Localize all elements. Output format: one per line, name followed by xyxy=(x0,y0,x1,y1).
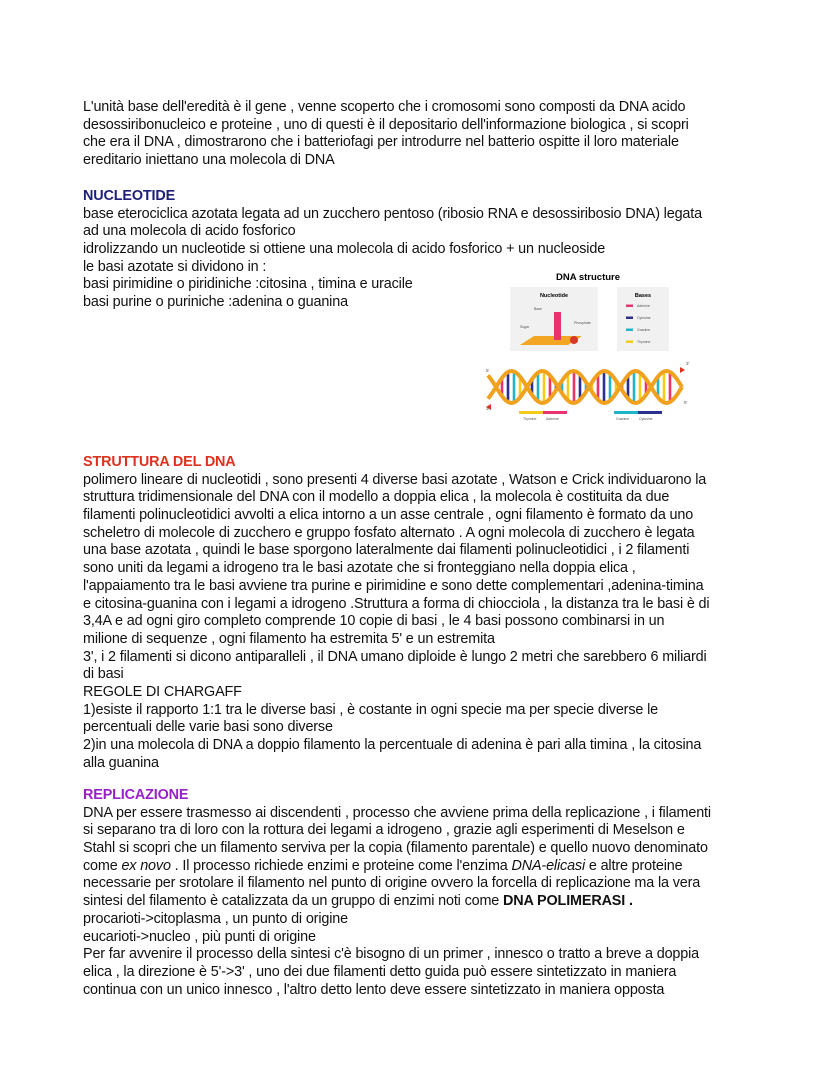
text-line: desossiribonucleico e proteine , uno di questi è il depositario dell'informazione biologica , si scopri xyxy=(83,116,689,133)
legend-guanine: Guanine xyxy=(616,417,630,421)
text-line: percentuali delle varie basi sono diverse xyxy=(83,719,333,736)
text-line: elica , la direzione è 5'->3' , uno dei due filamenti detto guida può essere sintetizzato in maniera xyxy=(83,963,677,980)
text-line: polimero lineare di nucleotidi , sono presenti 4 diverse basi azotate , Watson e Crick individuarono la xyxy=(83,471,707,488)
bases-label: Bases xyxy=(634,293,652,299)
nucleotide-heading: NUCLEOTIDE xyxy=(83,188,176,204)
text-line: le basi azotate si dividono in : xyxy=(83,258,267,275)
intro-paragraph xyxy=(83,99,689,170)
base-name: Thymine xyxy=(637,340,651,345)
text-line: base eterociclica azotata legata ad un zucchero pentoso (ribosio RNA e desossiribosio DNA) legata xyxy=(83,205,702,222)
text-line: Per far avvenire il processo della sintesi c'è bisogno di un primer , innesco o tratto a breve a doppia xyxy=(83,946,700,963)
base-swatch xyxy=(626,341,633,344)
text-line: necessarie per srotolare il filamento nel punto di origine ovvero la forcella di replicazione ma la vera xyxy=(83,875,701,892)
text-line: filamenti polinucleotidici avvolti a elica intorno a un asse centrale , ogni filamento è formato da uno xyxy=(83,507,694,524)
text-line: 3,4A e ad ogni giro completo comprende 10 copie di basi , le 4 basi possono combinarsi in un xyxy=(83,613,665,630)
arrow-icon xyxy=(680,367,685,373)
base-swatch xyxy=(626,329,633,332)
text-line: continua con un unico innesco , l'altro detto lento deve essere sintetizzato in maniera opposta xyxy=(83,981,665,998)
text-line: REGOLE DI CHARGAFF xyxy=(83,683,242,700)
text: . Il processo richiede enzimi e proteine come l'enzima xyxy=(170,857,512,874)
text-line: struttura tridimensionale del DNA con il modello a doppia elica , la molecola è costituita da due xyxy=(83,489,670,506)
text-line: scheletro di molecole di zucchero e gruppo fosfato alternato . A ogni molecola di zucchero è legata xyxy=(83,524,695,541)
bold-term: DNA POLIMERASI . xyxy=(503,893,633,910)
text-line: l'appaiamento tra le basi avviene tra purine e pirimidine e sono dette complementari ,adenina-timina xyxy=(83,577,704,594)
base-label: Base xyxy=(534,307,542,311)
text: sintesi del filamento è catalizzata da un gruppo di enzimi noti come xyxy=(83,893,504,910)
text-line: alla guanina xyxy=(83,754,159,771)
three-prime-left: 3' xyxy=(486,406,490,411)
text-line: 1)esiste il rapporto 1:1 tra le diverse basi , è costante in ogni specie ma per specie diverse le xyxy=(83,701,658,718)
three-prime-right: 3' xyxy=(686,361,690,366)
dna-structure-figure xyxy=(478,266,693,426)
text-line: idrolizzando un nucleotide si ottiene una molecola di acido fosforico + un nucleoside xyxy=(83,241,606,258)
figure-title: DNA structure xyxy=(555,272,621,283)
struttura-heading: STRUTTURA DEL DNA xyxy=(83,454,236,470)
base-swatch xyxy=(626,305,633,308)
base-swatch xyxy=(626,317,633,320)
text-line: basi pirimidine o piridiniche :citosina , timina e uracile xyxy=(83,276,413,293)
base-name: Adenine xyxy=(637,304,650,309)
italic-term: DNA-elicasi xyxy=(511,857,586,874)
text-line: di basi xyxy=(83,666,124,683)
replicazione-heading: REPLICAZIONE xyxy=(83,787,189,803)
sugar-label: Sugar xyxy=(520,325,530,329)
text-line: una base azotata , quindi le base sporgono lateralmente dai filamenti polinucleotidici , i 2 filamenti xyxy=(83,542,690,559)
text-line: 3', i 2 filamenti si dicono antiparalleli , il DNA umano diploide è lungo 2 metri che sarebbero 6 miliardi xyxy=(83,648,707,665)
text-line: procarioti->citoplasma , un punto di origine xyxy=(83,910,348,927)
text-line: L'unità base dell'eredità è il gene , venne scoperto che i cromosomi sono composti da DNA acido xyxy=(83,99,686,115)
replicazione-section xyxy=(83,787,711,999)
text-line: ereditario iniettano una molecola di DNA xyxy=(83,152,335,169)
five-prime-right: 5' xyxy=(684,400,688,405)
text-line: 2)in una molecola di DNA a doppio filamento la percentuale di adenina è pari alla timina , la citosina xyxy=(83,737,702,753)
text-line: sono uniti da legami a idrogeno tra le basi azotate che si fronteggiano nella doppia elica , xyxy=(83,560,636,577)
text-line: basi purine o puriniche :adenina o guanina xyxy=(83,294,348,311)
text-line: e citosina-guanina con i legami a idrogeno .Struttura a forma di chiocciola , la distanza tra le basi è di xyxy=(83,595,710,612)
helix-legend xyxy=(519,411,662,421)
five-prime-left: 5' xyxy=(486,368,490,373)
text-line: ad una molecola di acido fosforico xyxy=(83,223,296,240)
struttura-section xyxy=(83,454,709,772)
text-line: eucarioti->nucleo , più punti di origine xyxy=(83,928,316,945)
text-line: DNA per essere trasmesso ai discendenti , processo che avviene prima della replicazione , i filamenti xyxy=(83,804,711,821)
text-line xyxy=(83,858,711,876)
text-line: si separano tra di loro con la rottura dei legami a idrogeno , grazie agli esperimenti di Meselson e xyxy=(83,822,685,839)
double-helix xyxy=(486,367,685,410)
text-line: Stahl si scopri che un filamento serviva per la copia (filamento parentale) e quello nuovo denominato xyxy=(83,840,708,857)
text-line: milione di sequenze , ogni filamento ha estremita 5' e un estremita xyxy=(83,630,495,647)
nucleotide-label: Nucleotide xyxy=(539,293,569,299)
text-line xyxy=(83,893,711,911)
phosphate-label: Phosphate xyxy=(574,321,591,325)
italic-term: ex novo xyxy=(121,857,171,874)
legend-cytosine: Cytosine xyxy=(639,417,653,421)
legend-thymine: Thymine xyxy=(523,417,537,421)
base-name: Cytosine xyxy=(637,316,651,321)
legend-adenine: Adenine xyxy=(546,417,559,421)
base-name: Guanine xyxy=(637,328,651,333)
text: e altre proteine xyxy=(585,857,683,874)
text: come xyxy=(83,857,122,874)
text-line: che era il DNA , dimostrarono che i batteriofagi per introdurre nel batterio ospitte il loro materiale xyxy=(83,134,679,151)
